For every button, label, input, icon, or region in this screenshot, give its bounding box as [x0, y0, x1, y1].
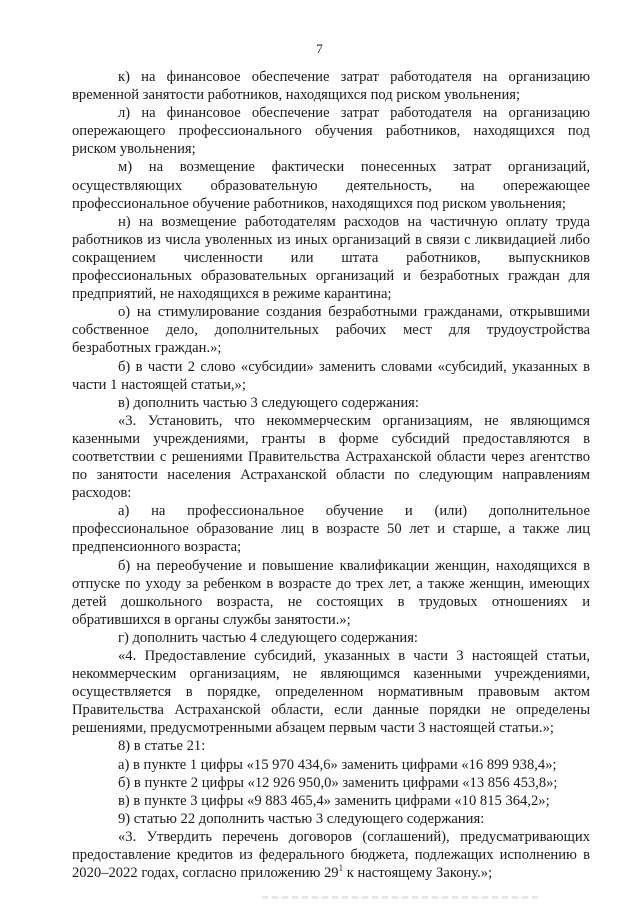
- paragraph-part3-a: а) на профессиональное обучение и (или) дополнительное профессиональное образование лиц в возрасте 50 лет и старше, а также лиц предпенсионного возраста;: [72, 503, 590, 556]
- paragraph-g-part4: г) дополнить частью 4 следующего содержания:: [118, 629, 418, 646]
- paragraph-article22-part3: [72, 828, 590, 882]
- paragraph-article21-v: в) в пункте 3 цифры «9 883 465,4» заменить цифрами «10 815 364,2»;: [118, 792, 550, 809]
- paragraph-article22: 9) статью 22 дополнить частью 3 следующего содержания:: [118, 810, 485, 827]
- paragraph-part4-text: «4. Предоставление субсидий, указанных в части 3 настоящей статьи, некоммерческим организациям, не являющимся казенными учреждениями, осуществляется в порядке, определенном нормативным правовым актом Правительства Астраханской области, если данные порядки не определены решениями, предусмотренными абзацем первым части 3 настоящей статьи.»;: [72, 648, 590, 737]
- paragraph-article21: 8) в статье 21:: [118, 738, 206, 755]
- paragraph-b-part2: б) в части 2 слово «субсидии» заменить словами «субсидий, указанных в части 1 настоящей статьи,»;: [72, 358, 590, 393]
- paragraph-k: к) на финансовое обеспечение затрат работодателя на организацию временной занятости работников, находящихся под риском увольнения;: [72, 69, 590, 104]
- paragraph-part3-text: «3. Установить, что некоммерческим организациям, не являющимся казенными учреждениями, гранты в форме субсидий предоставляются в соответствии с решениями Правительства Астраханской области через агентство по занятости населения Астраханской области по следующим направлениям расходов:: [72, 412, 590, 502]
- paragraph-v-part3: в) дополнить частью 3 следующего содержания:: [118, 394, 419, 411]
- paragraph-article22-part3-text: «3. Утвердить перечень договоров (соглашений), предусматривающих предоставление кредитов из федерального бюджета, подлежащих исполнению в 2020–2022 годах, согласно приложению 29: [72, 828, 590, 882]
- paragraph-part3-b: б) на переобучение и повышение квалификации женщин, находящихся в отпуске по уходу за ребенком в возрасте до трех лет, а также женщин, имеющих детей дошкольного возраста, не состоящих в трудовых отношениях и обратившихся в органы службы занятости.»;: [72, 557, 590, 628]
- appendix-superscript: 1: [338, 863, 344, 874]
- paragraph-article21-b: б) в пункте 2 цифры «12 926 950,0» заменить цифрами «13 856 453,8»;: [118, 774, 558, 791]
- paragraph-article22-part3-tail: к настоящему Закону.»;: [343, 865, 493, 882]
- paragraph-m: м) на возмещение фактически понесенных затрат организаций, осуществляющих образовательную деятельность, на опережающее профессиональное обучение работников, находящихся под риском увольнения;: [72, 159, 590, 212]
- paragraph-o: о) на стимулирование создания безработными гражданами, открывшими собственное дело, дополнительных рабочих мест для трудоустройства безработных граждан.»;: [72, 304, 590, 357]
- scan-artifact-line: [262, 896, 542, 899]
- paragraph-l: л) на финансовое обеспечение затрат работодателя на организацию опережающего профессионального обучения работников, находящихся под риском увольнения;: [72, 105, 590, 158]
- paragraph-article21-a: а) в пункте 1 цифры «15 970 434,6» заменить цифрами «16 899 938,4»;: [118, 756, 557, 773]
- page-number: 7: [316, 41, 323, 56]
- document-body: [72, 68, 590, 882]
- paragraph-n: н) на возмещение работодателям расходов на частичную оплату труда работников из числа уволенных из иных организаций в связи с ликвидацией либо сокращением численности или штата работников, выпускников профессиональных образовательных организаций и безработных граждан для предприятий, не находящихся в режиме карантина;: [72, 213, 590, 303]
